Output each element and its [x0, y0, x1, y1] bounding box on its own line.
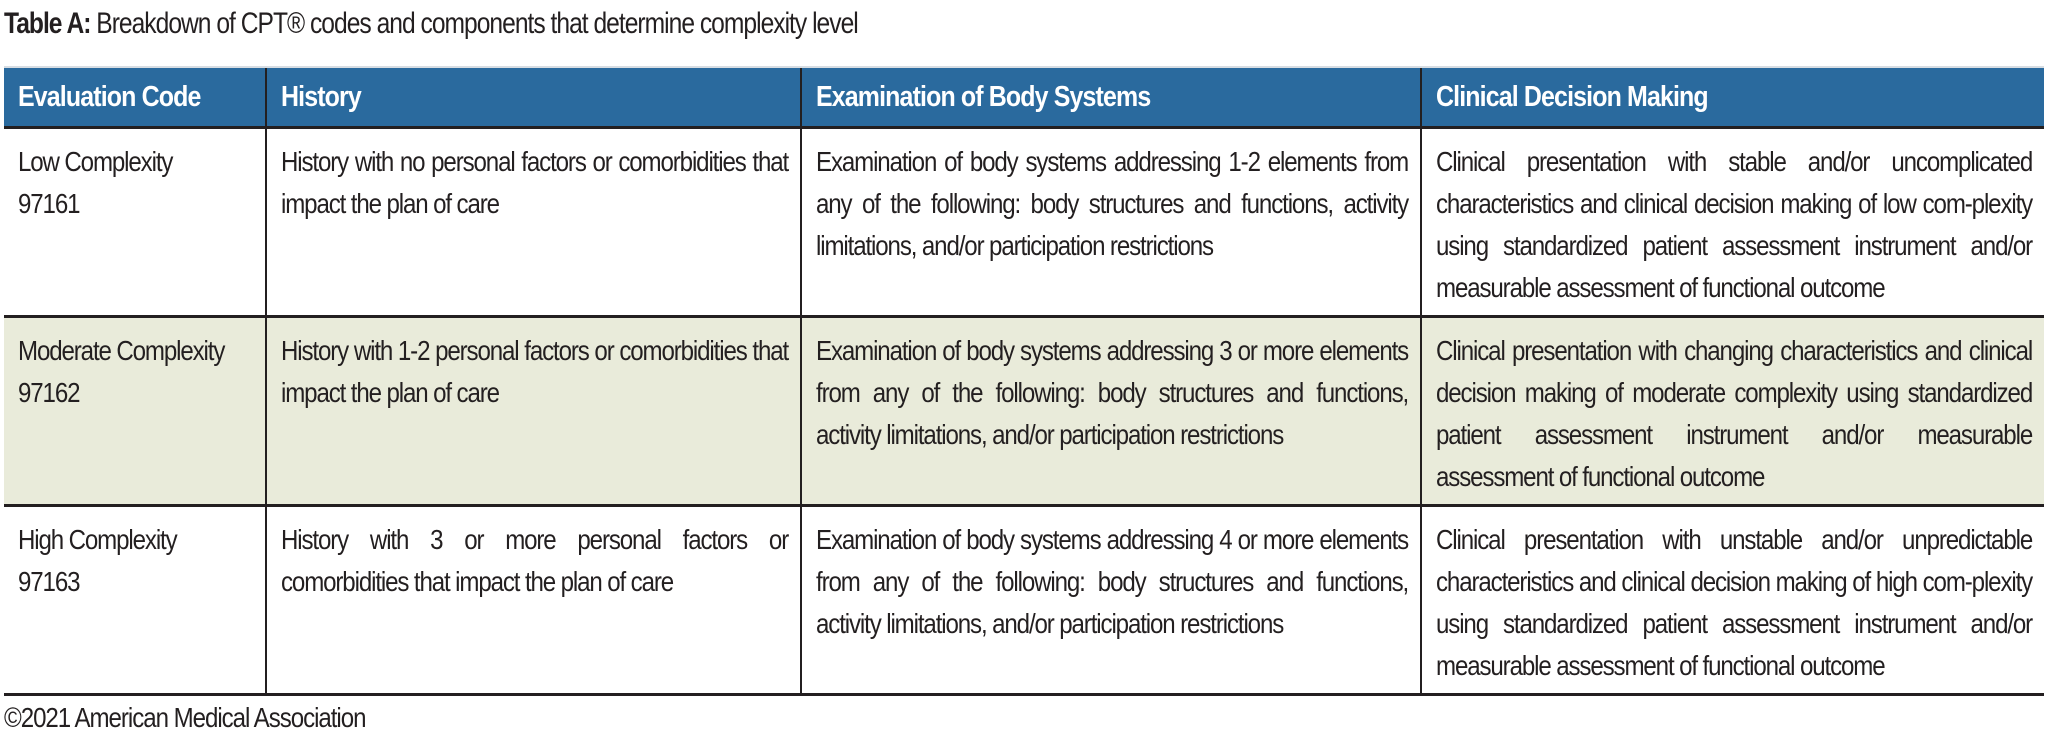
column-header-history — [266, 67, 801, 128]
table-row-low-complexity — [4, 128, 2044, 317]
caption-text: Breakdown of CPT® codes and components that determine complexity level — [90, 7, 858, 40]
decision-text: Clinical presentation with changing characteristics and clinical decision making of moderate complexity using standardized patient assessment instrument and/or measurable assessment of functional outcome — [1436, 335, 2033, 492]
table-row-high-complexity — [4, 506, 2044, 695]
column-header-evaluation-code — [4, 67, 266, 128]
column-header-label: Examination of Body Systems — [816, 80, 1151, 113]
complexity-label: High Complexity — [18, 524, 177, 555]
cell-clinical-decision — [1421, 506, 2044, 695]
examination-text: Examination of body systems addressing 4 or more elements from any of the following: body structures and functions, activity limitations, and/or participation restrictions — [816, 524, 1409, 639]
column-header-label: Evaluation Code — [18, 80, 201, 113]
history-text: History with 1-2 personal factors or comorbidities that impact the plan of care — [281, 335, 789, 408]
decision-text: Clinical presentation with unstable and/or unpredictable characteristics and clinical decision making of high com-plexity using standardized patient assessment instrument and/or measurable assessment of functional outcome — [1436, 524, 2033, 681]
table-header — [4, 67, 2044, 128]
column-header-clinical-decision — [1421, 67, 2044, 128]
decision-text: Clinical presentation with stable and/or uncomplicated characteristics and clinical decision making of low com-plexity using standardized patient assessment instrument and/or measurable assessment of functional outcome — [1436, 146, 2033, 303]
examination-text: Examination of body systems addressing 1-2 elements from any of the following: body structures and functions, activity limitations, and/or participation restrictions — [816, 146, 1409, 261]
caption-label: Table A: — [4, 7, 91, 40]
cell-examination — [801, 317, 1421, 506]
cell-clinical-decision — [1421, 317, 2044, 506]
column-header-examination — [801, 67, 1421, 128]
column-header-label: Clinical Decision Making — [1436, 80, 1708, 113]
cpt-code: 97163 — [18, 566, 80, 597]
cell-history — [266, 128, 801, 317]
complexity-label: Moderate Complexity — [18, 335, 225, 366]
cpt-code: 97162 — [18, 377, 80, 408]
cell-examination — [801, 506, 1421, 695]
cell-clinical-decision — [1421, 128, 2044, 317]
cpt-complexity-table-container — [4, 66, 2044, 696]
copyright-footer: ©2021 American Medical Association — [4, 702, 366, 733]
history-text: History with no personal factors or comorbidities that impact the plan of care — [281, 146, 789, 219]
cell-examination — [801, 128, 1421, 317]
cell-evaluation-code — [4, 317, 266, 506]
column-header-label: History — [281, 80, 361, 113]
table-row-moderate-complexity — [4, 317, 2044, 506]
history-text: History with 3 or more personal factors or comorbidities that impact the plan of care — [281, 524, 789, 597]
header-row — [4, 67, 2044, 128]
cpt-complexity-table — [4, 66, 2044, 696]
cell-evaluation-code — [4, 128, 266, 317]
cpt-code: 97161 — [18, 188, 80, 219]
examination-text: Examination of body systems addressing 3 or more elements from any of the following: body structures and functions, activity limitations, and/or participation restrictions — [816, 335, 1409, 450]
cell-evaluation-code — [4, 506, 266, 695]
complexity-label: Low Complexity — [18, 146, 173, 177]
table-caption — [4, 4, 858, 44]
table-body — [4, 128, 2044, 695]
cell-history — [266, 317, 801, 506]
cell-history — [266, 506, 801, 695]
